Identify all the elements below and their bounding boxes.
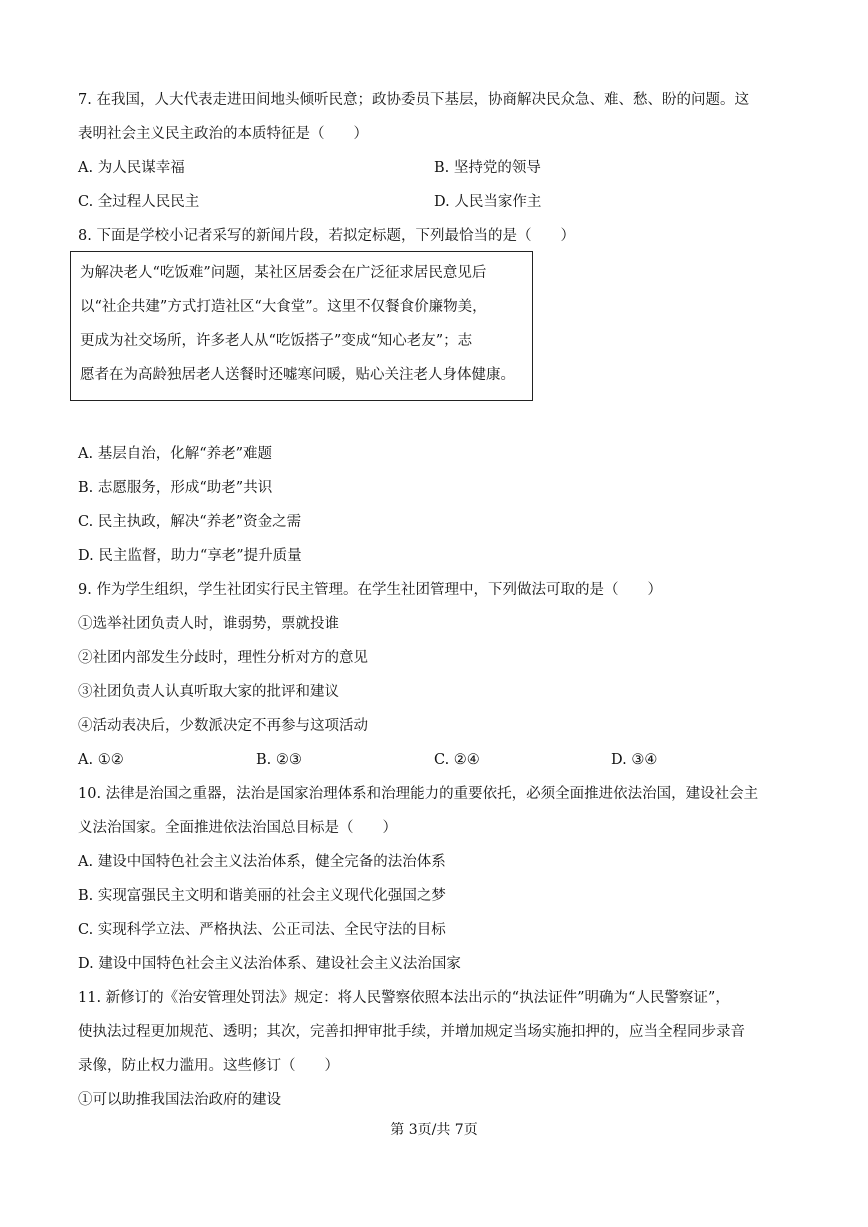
q9-stem: 9. 作为学生组织，学生社团实行民主管理。在学生社团管理中，下列做法可取的是（ ） xyxy=(78,582,662,598)
q7-option-c: C. 全过程人民民主 xyxy=(78,194,200,210)
q8-material-line3: 更成为社交场所，许多老人从“吃饭搭子”变成“知心老友”；志 xyxy=(80,333,473,349)
q7-option-b: B. 坚持党的领导 xyxy=(434,160,541,176)
q7-stem-line1: 7. 在我国，人大代表走进田间地头倾听民意；政协委员下基层，协商解决民众急、难、愁、盼的问题。这 xyxy=(78,92,749,108)
q7-option-a: A. 为人民谋幸福 xyxy=(78,160,185,176)
q8-stem: 8. 下面是学校小记者采写的新闻片段，若拟定标题，下列最恰当的是（ ） xyxy=(78,228,575,244)
q11-item-1: ①可以助推我国法治政府的建设 xyxy=(78,1092,281,1108)
q10-stem-line2: 义法治国家。全面推进依法治国总目标是（ ） xyxy=(78,820,397,836)
q8-material-line1: 为解决老人“吃饭难”问题，某社区居委会在广泛征求居民意见后 xyxy=(80,265,487,281)
q10-option-a: A. 建设中国特色社会主义法治体系，健全完备的法治体系 xyxy=(78,854,446,870)
q8-option-d: D. 民主监督，助力“享老”提升质量 xyxy=(78,548,302,564)
q8-material-line4: 愿者在为高龄独居老人送餐时还嘘寒问暖，贴心关注老人身体健康。 xyxy=(80,367,515,383)
q9-item-3: ③社团负责人认真听取大家的批评和建议 xyxy=(78,684,339,700)
q11-stem-line2: 使执法过程更加规范、透明；其次，完善扣押审批手续，并增加规定当场实施扣押的，应当全程同步录音 xyxy=(78,1024,745,1040)
q8-option-a: A. 基层自治，化解“养老”难题 xyxy=(78,446,273,462)
q9-option-c: C. ②④ xyxy=(434,752,480,768)
q9-item-1: ①选举社团负责人时，谁弱势，票就投谁 xyxy=(78,616,339,632)
q9-option-b: B. ②③ xyxy=(256,752,302,768)
q10-stem-line1: 10. 法律是治国之重器，法治是国家治理体系和治理能力的重要依托，必须全面推进依法治国，建设社会主 xyxy=(78,786,759,802)
q9-item-2: ②社团内部发生分歧时，理性分析对方的意见 xyxy=(78,650,368,666)
q11-stem-line1: 11. 新修订的《治安管理处罚法》规定：将人民警察依照本法出示的“执法证件”明确为“人民警察证”， xyxy=(78,990,730,1006)
q9-option-d: D. ③④ xyxy=(611,752,658,768)
q9-item-4: ④活动表决后，少数派决定不再参与这项活动 xyxy=(78,718,368,734)
page-number-footer: 第 3页/共 7页 xyxy=(390,1122,478,1138)
q10-option-b: B. 实现富强民主文明和谐美丽的社会主义现代化强国之梦 xyxy=(78,888,446,904)
q8-material-line2: 以“社企共建”方式打造社区“大食堂”。这里不仅餐食价廉物美， xyxy=(80,299,487,315)
q8-option-c: C. 民主执政，解决“养老”资金之需 xyxy=(78,514,302,530)
q7-option-d: D. 人民当家作主 xyxy=(434,194,542,210)
q10-option-d: D. 建设中国特色社会主义法治体系、建设社会主义法治国家 xyxy=(78,956,461,972)
q8-material-box xyxy=(70,251,533,401)
q10-option-c: C. 实现科学立法、严格执法、公正司法、全民守法的目标 xyxy=(78,922,446,938)
q11-stem-line3: 录像，防止权力滥用。这些修订（ ） xyxy=(78,1058,339,1074)
q8-option-b: B. 志愿服务，形成“助老”共识 xyxy=(78,480,273,496)
q9-option-a: A. ①② xyxy=(78,752,124,768)
q7-stem-line2: 表明社会主义民主政治的本质特征是（ ） xyxy=(78,126,368,142)
